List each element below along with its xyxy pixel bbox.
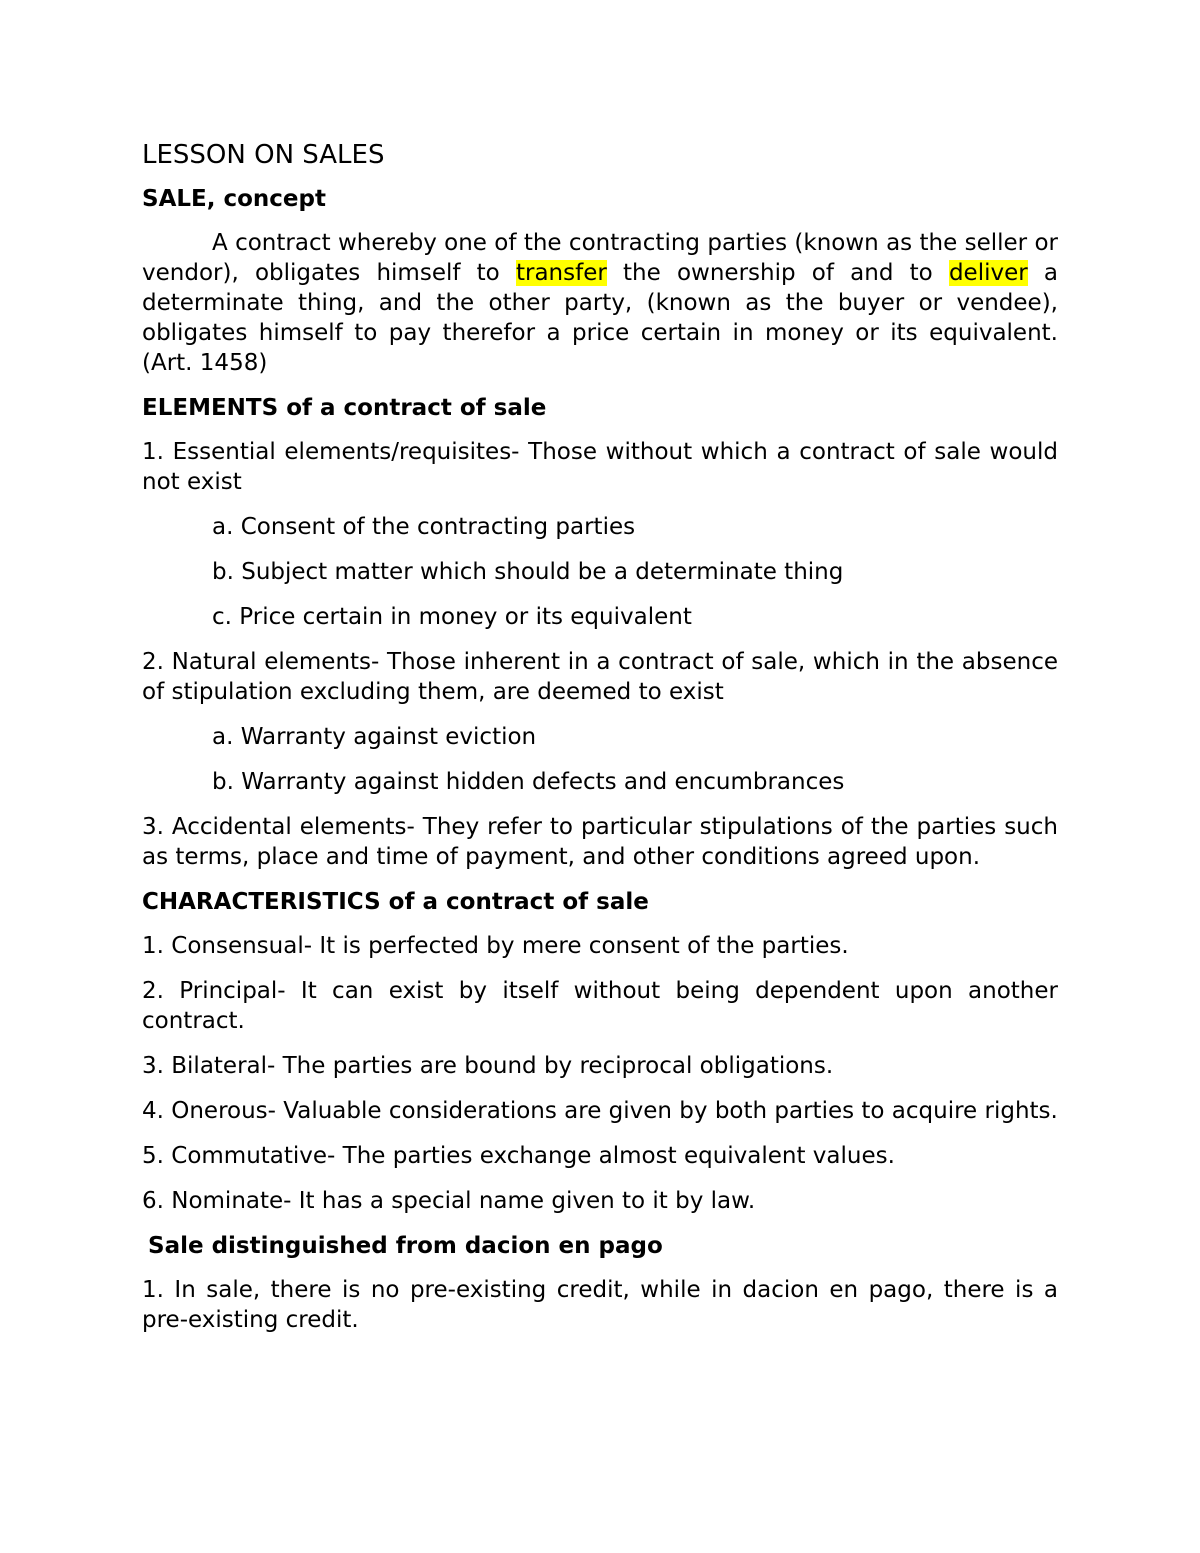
list-item: b. Subject matter which should be a determinate thing [212, 559, 844, 585]
list-item: a. Warranty against eviction [212, 724, 537, 750]
list-item: 6. Nominate- It has a special name given to it by law. [142, 1188, 756, 1214]
section-heading-sale-concept: SALE, concept [142, 186, 326, 212]
list-item: 1. In sale, there is no pre-existing credit, while in dacion en pago, there is a pre-existing credit. [142, 1277, 1058, 1333]
list-item: 4. Onerous- Valuable considerations are given by both parties to acquire rights. [142, 1098, 1058, 1124]
list-item: 2. Principal- It can exist by itself without being dependent upon another contract. [142, 978, 1058, 1034]
list-item: a. Consent of the contracting parties [212, 514, 636, 540]
list-item: 1. Consensual- It is perfected by mere consent of the parties. [142, 933, 849, 959]
accidental-elements-paragraph: 3. Accidental elements- They refer to particular stipulations of the parties such as terms, place and time of payment, and other conditions agreed upon. [142, 814, 1058, 870]
sale-definition-part-3: a determinate thing, and the other party, (known as the buyer or vendee), obligates himself to pay therefor a price certain in money or its equivalent. (Art. 1458) [142, 260, 1059, 376]
list-item: 3. Bilateral- The parties are bound by reciprocal obligations. [142, 1053, 834, 1079]
document-page [142, 138, 1058, 1350]
sale-definition-part-2: the ownership of and to [606, 260, 949, 286]
list-item: 5. Commutative- The parties exchange almost equivalent values. [142, 1143, 895, 1169]
section-heading-dacion: Sale distinguished from dacion en pago [148, 1233, 663, 1259]
document-title: LESSON ON SALES [142, 140, 385, 170]
list-item: b. Warranty against hidden defects and encumbrances [212, 769, 845, 795]
highlight-transfer: transfer [515, 260, 607, 286]
sale-definition-paragraph [142, 228, 1058, 378]
essential-elements-paragraph: 1. Essential elements/requisites- Those without which a contract of sale would not exist [142, 439, 1058, 495]
highlight-deliver: deliver [948, 260, 1028, 286]
list-item: c. Price certain in money or its equivalent [212, 604, 692, 630]
sale-definition-part-1: A contract whereby one of the contracting parties (known as the seller or vendor), obligates himself to [142, 230, 1058, 286]
section-heading-characteristics: CHARACTERISTICS of a contract of sale [142, 889, 649, 915]
natural-elements-paragraph: 2. Natural elements- Those inherent in a contract of sale, which in the absence of stipulation excluding them, are deemed to exist [142, 649, 1058, 705]
section-heading-elements: ELEMENTS of a contract of sale [142, 395, 547, 421]
